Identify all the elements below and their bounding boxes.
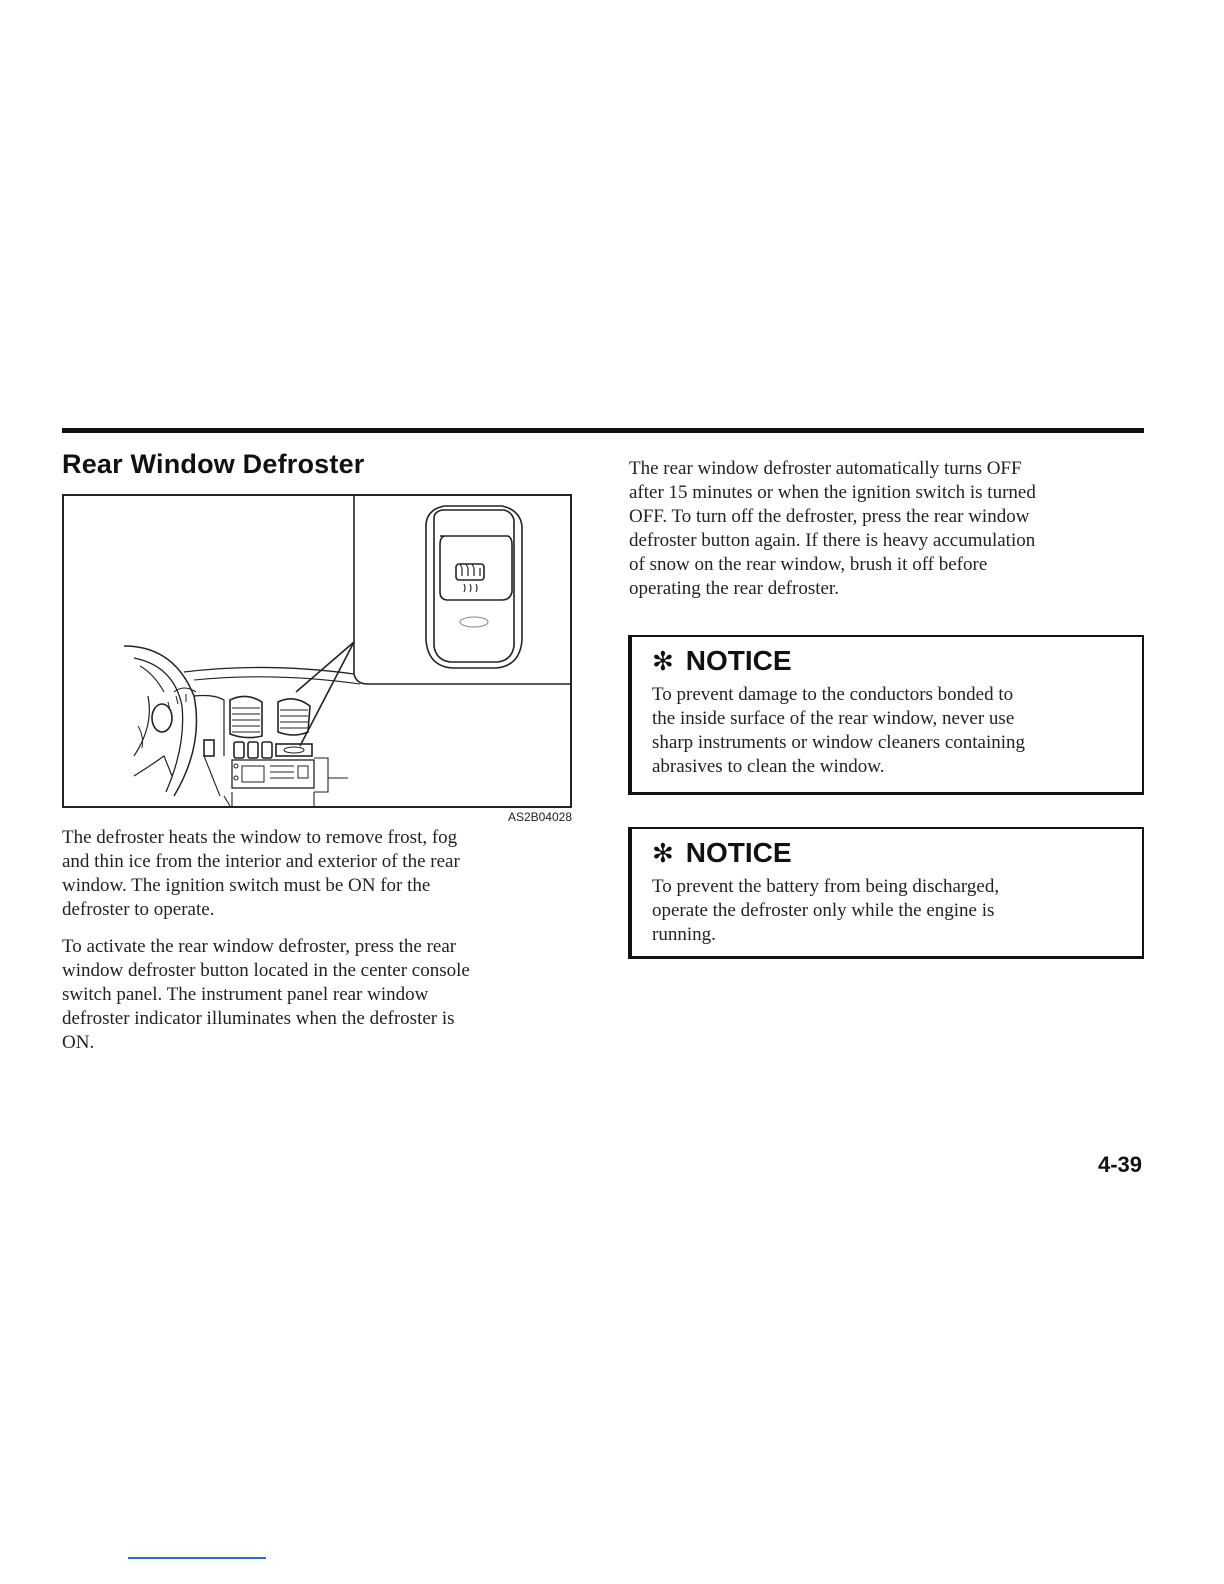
- notice-title: NOTICE: [685, 645, 792, 676]
- notice-title: NOTICE: [685, 837, 792, 868]
- text-line: The rear window defroster automatically turns OFF: [629, 458, 1022, 479]
- left-paragraph-2: [62, 935, 582, 1055]
- text-line: To prevent the battery from being discharged,: [652, 876, 1000, 897]
- notice-body: [652, 683, 1025, 779]
- defroster-button-illustration: [64, 496, 572, 808]
- text-line: OFF. To turn off the defroster, press the rear window: [629, 506, 1030, 527]
- figure-code: AS2B04028: [507, 810, 572, 824]
- text-line: of snow on the rear window, brush it off before: [629, 554, 988, 575]
- left-paragraph-1: [62, 826, 582, 922]
- text-line: running.: [652, 924, 716, 945]
- notice-body: [652, 875, 999, 947]
- section-title: Rear Window Defroster: [62, 449, 365, 479]
- defroster-figure: [62, 494, 572, 808]
- asterisk-icon: ✻: [652, 646, 674, 676]
- text-line: defroster button again. If there is heavy accumulation: [629, 530, 1036, 551]
- notice-box-battery: [628, 827, 1144, 959]
- text-line: the inside surface of the rear window, never use: [652, 708, 1015, 729]
- notice-heading: [652, 645, 792, 677]
- page-number: 4-39: [1097, 1152, 1142, 1177]
- asterisk-icon: ✻: [652, 838, 674, 868]
- text-line: defroster indicator illuminates when the defroster is: [62, 1008, 455, 1029]
- text-line: To prevent damage to the conductors bonded to: [652, 684, 1014, 705]
- text-line: operating the rear defroster.: [629, 578, 839, 599]
- text-line: window defroster button located in the center console: [62, 960, 470, 981]
- text-line: window. The ignition switch must be ON for the: [62, 875, 431, 896]
- text-line: after 15 minutes or when the ignition switch is turned: [629, 482, 1036, 503]
- notice-heading: [652, 837, 792, 869]
- text-line: operate the defroster only while the engine is: [652, 900, 995, 921]
- text-line: defroster to operate.: [62, 899, 215, 920]
- text-line: sharp instruments or window cleaners containing: [652, 732, 1026, 753]
- text-line: The defroster heats the window to remove frost, fog: [62, 827, 458, 848]
- text-line: abrasives to clean the window.: [652, 756, 885, 777]
- right-paragraph: [629, 457, 1149, 601]
- text-line: switch panel. The instrument panel rear window: [62, 984, 429, 1005]
- text-line: ON.: [62, 1032, 95, 1053]
- text-line: To activate the rear window defroster, press the rear: [62, 936, 457, 957]
- text-line: and thin ice from the interior and exterior of the rear: [62, 851, 460, 872]
- notice-box-conductors: [628, 635, 1144, 795]
- top-rule: [62, 428, 1144, 433]
- bottom-link-underline: [128, 1557, 266, 1559]
